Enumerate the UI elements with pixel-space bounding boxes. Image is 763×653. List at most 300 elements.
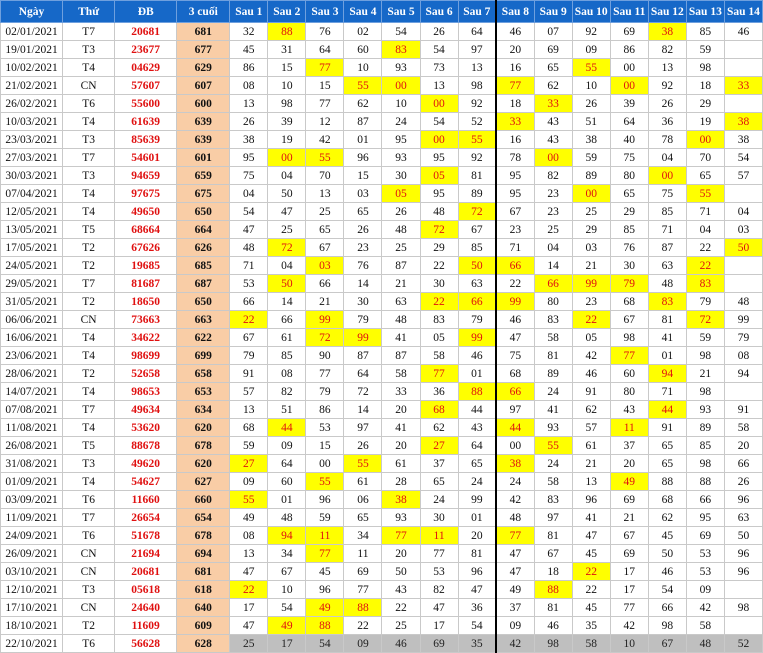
- sau-1-cell: 54: [230, 203, 268, 221]
- sau-12-cell: 82: [648, 41, 686, 59]
- sau-5-cell: 63: [382, 293, 420, 311]
- sau-7-cell: 64: [458, 437, 496, 455]
- sau-8-cell: 47: [496, 545, 534, 563]
- sau-4-cell: 97: [344, 419, 382, 437]
- sau-10-cell: 62: [572, 401, 610, 419]
- sau-3-cell: 96: [306, 581, 344, 599]
- sau-1-cell: 68: [230, 419, 268, 437]
- sau-13-cell: 89: [686, 419, 724, 437]
- sau-9-cell: 65: [534, 59, 572, 77]
- sau-8-cell: 22: [496, 275, 534, 293]
- sau-14-cell: 52: [724, 635, 762, 653]
- date-cell: 21/02/2021: [1, 77, 63, 95]
- date-cell: 31/08/2021: [1, 455, 63, 473]
- sau-7-cell: 36: [458, 599, 496, 617]
- sau-7-cell: 43: [458, 419, 496, 437]
- sau-12-cell: 91: [648, 419, 686, 437]
- sau-3-cell: 66: [306, 275, 344, 293]
- date-cell: 26/09/2021: [1, 545, 63, 563]
- sau-2-cell: 47: [268, 203, 306, 221]
- weekday-cell: T3: [63, 455, 115, 473]
- sau-11-cell: 76: [610, 239, 648, 257]
- last-three-cell: 634: [177, 401, 230, 419]
- weekday-cell: T4: [63, 347, 115, 365]
- sau-12-cell: 41: [648, 329, 686, 347]
- sau-3-cell: 77: [306, 95, 344, 113]
- sau-6-cell: 68: [420, 401, 458, 419]
- sau-12-cell: 88: [648, 473, 686, 491]
- sau-5-cell: 24: [382, 113, 420, 131]
- sau-8-cell: 00: [496, 437, 534, 455]
- table-row: [1, 491, 763, 509]
- last-three-cell: 681: [177, 23, 230, 41]
- special-prize-cell: 49620: [115, 455, 177, 473]
- sau-12-cell: 13: [648, 59, 686, 77]
- sau-6-cell: 30: [420, 275, 458, 293]
- sau-13-cell: 98: [686, 383, 724, 401]
- sau-11-cell: 77: [610, 347, 648, 365]
- sau-12-cell: 94: [648, 365, 686, 383]
- sau-9-cell: 80: [534, 293, 572, 311]
- sau-13-cell: 93: [686, 401, 724, 419]
- sau-7-cell: 65: [458, 455, 496, 473]
- weekday-cell: T5: [63, 221, 115, 239]
- sau-13-cell: 18: [686, 77, 724, 95]
- sau-6-cell: 27: [420, 437, 458, 455]
- table-row: [1, 149, 763, 167]
- sau-6-cell: 54: [420, 41, 458, 59]
- header-sau-4: Sau 4: [344, 1, 382, 23]
- sau-2-cell: 85: [268, 347, 306, 365]
- table-row: [1, 239, 763, 257]
- table-row: [1, 401, 763, 419]
- sau-5-cell: 33: [382, 383, 420, 401]
- sau-3-cell: 00: [306, 455, 344, 473]
- sau-7-cell: 63: [458, 275, 496, 293]
- sau-7-cell: 85: [458, 239, 496, 257]
- sau-8-cell: 97: [496, 401, 534, 419]
- sau-5-cell: 93: [382, 59, 420, 77]
- sau-13-cell: 19: [686, 113, 724, 131]
- last-three-cell: 663: [177, 311, 230, 329]
- sau-9-cell: 58: [534, 473, 572, 491]
- sau-11-cell: 67: [610, 527, 648, 545]
- sau-14-cell: 54: [724, 149, 762, 167]
- sau-12-cell: 87: [648, 239, 686, 257]
- table-row: [1, 221, 763, 239]
- sau-13-cell: 21: [686, 365, 724, 383]
- sau-11-cell: 11: [610, 419, 648, 437]
- sau-12-cell: 62: [648, 509, 686, 527]
- sau-10-cell: 22: [572, 311, 610, 329]
- sau-3-cell: 88: [306, 617, 344, 635]
- date-cell: 12/10/2021: [1, 581, 63, 599]
- sau-1-cell: 08: [230, 527, 268, 545]
- sau-5-cell: 00: [382, 77, 420, 95]
- sau-8-cell: 09: [496, 617, 534, 635]
- table-row: [1, 563, 763, 581]
- sau-14-cell: 46: [724, 23, 762, 41]
- sau-13-cell: 72: [686, 311, 724, 329]
- last-three-cell: 601: [177, 149, 230, 167]
- last-three-cell: 658: [177, 365, 230, 383]
- table-row: [1, 275, 763, 293]
- sau-7-cell: 96: [458, 563, 496, 581]
- date-cell: 26/02/2021: [1, 95, 63, 113]
- sau-11-cell: 17: [610, 581, 648, 599]
- sau-9-cell: 33: [534, 95, 572, 113]
- last-three-cell: 664: [177, 221, 230, 239]
- sau-14-cell: [724, 257, 762, 275]
- sau-7-cell: 44: [458, 401, 496, 419]
- sau-2-cell: 17: [268, 635, 306, 653]
- sau-4-cell: 55: [344, 455, 382, 473]
- sau-9-cell: 69: [534, 41, 572, 59]
- table-row: [1, 437, 763, 455]
- sau-12-cell: 67: [648, 635, 686, 653]
- sau-2-cell: 10: [268, 77, 306, 95]
- sau-9-cell: 24: [534, 455, 572, 473]
- sau-7-cell: 67: [458, 221, 496, 239]
- sau-2-cell: 25: [268, 221, 306, 239]
- special-prize-cell: 53620: [115, 419, 177, 437]
- sau-3-cell: 53: [306, 419, 344, 437]
- weekday-cell: T4: [63, 329, 115, 347]
- header-sau-13: Sau 13: [686, 1, 724, 23]
- sau-2-cell: 15: [268, 59, 306, 77]
- sau-5-cell: 50: [382, 563, 420, 581]
- sau-9-cell: 55: [534, 437, 572, 455]
- sau-2-cell: 09: [268, 437, 306, 455]
- special-prize-cell: 18650: [115, 293, 177, 311]
- weekday-cell: T6: [63, 491, 115, 509]
- special-prize-cell: 67626: [115, 239, 177, 257]
- sau-2-cell: 34: [268, 545, 306, 563]
- sau-6-cell: 95: [420, 149, 458, 167]
- sau-9-cell: 83: [534, 311, 572, 329]
- sau-14-cell: 63: [724, 509, 762, 527]
- special-prize-cell: 19685: [115, 257, 177, 275]
- sau-10-cell: 89: [572, 167, 610, 185]
- sau-14-cell: [724, 185, 762, 203]
- sau-1-cell: 13: [230, 401, 268, 419]
- sau-12-cell: 78: [648, 131, 686, 149]
- sau-8-cell: 95: [496, 167, 534, 185]
- sau-11-cell: 49: [610, 473, 648, 491]
- last-three-cell: 694: [177, 545, 230, 563]
- sau-11-cell: 17: [610, 563, 648, 581]
- sau-11-cell: 30: [610, 257, 648, 275]
- weekday-cell: T4: [63, 419, 115, 437]
- sau-3-cell: 25: [306, 203, 344, 221]
- date-cell: 19/01/2021: [1, 41, 63, 59]
- sau-7-cell: 79: [458, 311, 496, 329]
- weekday-cell: T2: [63, 617, 115, 635]
- sau-5-cell: 58: [382, 365, 420, 383]
- sau-4-cell: 26: [344, 437, 382, 455]
- sau-12-cell: 36: [648, 113, 686, 131]
- date-cell: 02/01/2021: [1, 23, 63, 41]
- table-row: [1, 293, 763, 311]
- special-prize-cell: 98653: [115, 383, 177, 401]
- date-cell: 17/10/2021: [1, 599, 63, 617]
- header-sau-7: Sau 7: [458, 1, 496, 23]
- special-prize-cell: 57607: [115, 77, 177, 95]
- sau-3-cell: 77: [306, 59, 344, 77]
- sau-5-cell: 46: [382, 635, 420, 653]
- sau-11-cell: 10: [610, 635, 648, 653]
- table-row: [1, 635, 763, 653]
- sau-14-cell: 98: [724, 599, 762, 617]
- sau-13-cell: 55: [686, 185, 724, 203]
- sau-7-cell: 92: [458, 95, 496, 113]
- sau-12-cell: 81: [648, 311, 686, 329]
- sau-12-cell: 92: [648, 77, 686, 95]
- weekday-cell: T4: [63, 59, 115, 77]
- last-three-cell: 653: [177, 383, 230, 401]
- sau-6-cell: 00: [420, 131, 458, 149]
- sau-8-cell: 42: [496, 491, 534, 509]
- weekday-cell: CN: [63, 599, 115, 617]
- sau-10-cell: 46: [572, 365, 610, 383]
- sau-11-cell: 80: [610, 167, 648, 185]
- weekday-cell: T4: [63, 383, 115, 401]
- sau-3-cell: 45: [306, 563, 344, 581]
- sau-3-cell: 77: [306, 365, 344, 383]
- sau-13-cell: 88: [686, 473, 724, 491]
- weekday-cell: T7: [63, 149, 115, 167]
- sau-4-cell: 11: [344, 545, 382, 563]
- sau-5-cell: 21: [382, 275, 420, 293]
- sau-5-cell: 20: [382, 545, 420, 563]
- sau-4-cell: 14: [344, 275, 382, 293]
- sau-3-cell: 55: [306, 473, 344, 491]
- sau-13-cell: 22: [686, 239, 724, 257]
- sau-6-cell: 11: [420, 527, 458, 545]
- date-cell: 06/06/2021: [1, 311, 63, 329]
- sau-12-cell: 71: [648, 221, 686, 239]
- special-prize-cell: 73663: [115, 311, 177, 329]
- sau-5-cell: 87: [382, 347, 420, 365]
- header-row: [1, 1, 763, 23]
- sau-8-cell: 38: [496, 455, 534, 473]
- sau-6-cell: 53: [420, 563, 458, 581]
- table-row: [1, 581, 763, 599]
- special-prize-cell: 51678: [115, 527, 177, 545]
- date-cell: 07/08/2021: [1, 401, 63, 419]
- special-prize-cell: 04629: [115, 59, 177, 77]
- sau-4-cell: 03: [344, 185, 382, 203]
- sau-1-cell: 13: [230, 95, 268, 113]
- sau-8-cell: 37: [496, 599, 534, 617]
- sau-10-cell: 47: [572, 527, 610, 545]
- special-prize-cell: 11660: [115, 491, 177, 509]
- sau-10-cell: 35: [572, 617, 610, 635]
- special-prize-cell: 97675: [115, 185, 177, 203]
- sau-4-cell: 64: [344, 365, 382, 383]
- sau-9-cell: 89: [534, 365, 572, 383]
- sau-13-cell: 59: [686, 41, 724, 59]
- sau-10-cell: 22: [572, 581, 610, 599]
- sau-1-cell: 13: [230, 545, 268, 563]
- last-three-cell: 640: [177, 599, 230, 617]
- special-prize-cell: 85639: [115, 131, 177, 149]
- sau-9-cell: 98: [534, 635, 572, 653]
- last-three-cell: 677: [177, 41, 230, 59]
- sau-14-cell: 38: [724, 131, 762, 149]
- sau-2-cell: 54: [268, 599, 306, 617]
- sau-14-cell: 50: [724, 527, 762, 545]
- sau-6-cell: 69: [420, 635, 458, 653]
- header-sau-10: Sau 10: [572, 1, 610, 23]
- date-cell: 12/05/2021: [1, 203, 63, 221]
- table-row: [1, 545, 763, 563]
- sau-4-cell: 72: [344, 383, 382, 401]
- table-row: [1, 59, 763, 77]
- sau-6-cell: 62: [420, 419, 458, 437]
- date-cell: 29/05/2021: [1, 275, 63, 293]
- sau-9-cell: 23: [534, 203, 572, 221]
- sau-4-cell: 77: [344, 581, 382, 599]
- sau-3-cell: 67: [306, 239, 344, 257]
- sau-4-cell: 55: [344, 77, 382, 95]
- table-row: [1, 95, 763, 113]
- table-row: [1, 383, 763, 401]
- sau-13-cell: 04: [686, 221, 724, 239]
- weekday-cell: T3: [63, 41, 115, 59]
- weekday-cell: T2: [63, 239, 115, 257]
- sau-1-cell: 71: [230, 257, 268, 275]
- sau-12-cell: 44: [648, 401, 686, 419]
- sau-10-cell: 09: [572, 41, 610, 59]
- sau-5-cell: 20: [382, 401, 420, 419]
- sau-5-cell: 25: [382, 239, 420, 257]
- sau-9-cell: 58: [534, 329, 572, 347]
- sau-7-cell: 98: [458, 77, 496, 95]
- special-prize-cell: 98699: [115, 347, 177, 365]
- last-three-cell: 675: [177, 185, 230, 203]
- sau-3-cell: 70: [306, 167, 344, 185]
- sau-5-cell: 77: [382, 527, 420, 545]
- sau-11-cell: 64: [610, 113, 648, 131]
- sau-2-cell: 60: [268, 473, 306, 491]
- sau-2-cell: 94: [268, 527, 306, 545]
- header-sau-2: Sau 2: [268, 1, 306, 23]
- sau-7-cell: 55: [458, 131, 496, 149]
- sau-6-cell: 37: [420, 455, 458, 473]
- sau-13-cell: 98: [686, 455, 724, 473]
- sau-5-cell: 95: [382, 131, 420, 149]
- sau-14-cell: 79: [724, 329, 762, 347]
- sau-9-cell: 88: [534, 581, 572, 599]
- sau-3-cell: 54: [306, 635, 344, 653]
- sau-1-cell: 47: [230, 221, 268, 239]
- special-prize-cell: 20681: [115, 563, 177, 581]
- sau-1-cell: 47: [230, 563, 268, 581]
- sau-4-cell: 65: [344, 203, 382, 221]
- sau-6-cell: 13: [420, 77, 458, 95]
- header-sau-9: Sau 9: [534, 1, 572, 23]
- sau-4-cell: 02: [344, 23, 382, 41]
- sau-6-cell: 65: [420, 473, 458, 491]
- sau-11-cell: 60: [610, 365, 648, 383]
- sau-14-cell: 50: [724, 239, 762, 257]
- sau-6-cell: 36: [420, 383, 458, 401]
- sau-11-cell: 43: [610, 401, 648, 419]
- sau-13-cell: 48: [686, 635, 724, 653]
- last-three-cell: 659: [177, 167, 230, 185]
- sau-11-cell: 98: [610, 329, 648, 347]
- sau-6-cell: 00: [420, 95, 458, 113]
- weekday-cell: T2: [63, 257, 115, 275]
- last-three-cell: 607: [177, 77, 230, 95]
- sau-13-cell: 59: [686, 329, 724, 347]
- sau-1-cell: 08: [230, 77, 268, 95]
- sau-6-cell: 73: [420, 59, 458, 77]
- sau-10-cell: 45: [572, 545, 610, 563]
- sau-14-cell: 38: [724, 113, 762, 131]
- sau-2-cell: 08: [268, 365, 306, 383]
- sau-2-cell: 64: [268, 455, 306, 473]
- sau-9-cell: 25: [534, 221, 572, 239]
- sau-9-cell: 46: [534, 617, 572, 635]
- sau-4-cell: 34: [344, 527, 382, 545]
- table-row: [1, 167, 763, 185]
- sau-11-cell: 00: [610, 77, 648, 95]
- last-three-cell: 620: [177, 419, 230, 437]
- sau-9-cell: 67: [534, 545, 572, 563]
- weekday-cell: T7: [63, 509, 115, 527]
- sau-11-cell: 80: [610, 383, 648, 401]
- sau-8-cell: 78: [496, 149, 534, 167]
- sau-12-cell: 83: [648, 293, 686, 311]
- sau-6-cell: 95: [420, 185, 458, 203]
- date-cell: 28/06/2021: [1, 365, 63, 383]
- sau-9-cell: 81: [534, 599, 572, 617]
- date-cell: 31/05/2021: [1, 293, 63, 311]
- sau-6-cell: 47: [420, 599, 458, 617]
- sau-11-cell: 42: [610, 617, 648, 635]
- sau-12-cell: 71: [648, 383, 686, 401]
- sau-10-cell: 45: [572, 599, 610, 617]
- sau-1-cell: 17: [230, 599, 268, 617]
- date-cell: 24/05/2021: [1, 257, 63, 275]
- special-prize-cell: 49634: [115, 401, 177, 419]
- sau-8-cell: 46: [496, 23, 534, 41]
- sau-9-cell: 66: [534, 275, 572, 293]
- sau-5-cell: 41: [382, 329, 420, 347]
- sau-6-cell: 29: [420, 239, 458, 257]
- sau-2-cell: 39: [268, 113, 306, 131]
- sau-3-cell: 86: [306, 401, 344, 419]
- sau-11-cell: 85: [610, 221, 648, 239]
- sau-4-cell: 69: [344, 563, 382, 581]
- sau-13-cell: 83: [686, 275, 724, 293]
- sau-8-cell: 46: [496, 311, 534, 329]
- date-cell: 18/10/2021: [1, 617, 63, 635]
- special-prize-cell: 61639: [115, 113, 177, 131]
- last-three-cell: 650: [177, 203, 230, 221]
- date-cell: 14/07/2021: [1, 383, 63, 401]
- last-three-cell: 639: [177, 113, 230, 131]
- sau-14-cell: [724, 275, 762, 293]
- special-prize-cell: 88678: [115, 437, 177, 455]
- sau-12-cell: 75: [648, 185, 686, 203]
- sau-2-cell: 50: [268, 185, 306, 203]
- sau-11-cell: 75: [610, 149, 648, 167]
- last-three-cell: 639: [177, 131, 230, 149]
- sau-2-cell: 61: [268, 329, 306, 347]
